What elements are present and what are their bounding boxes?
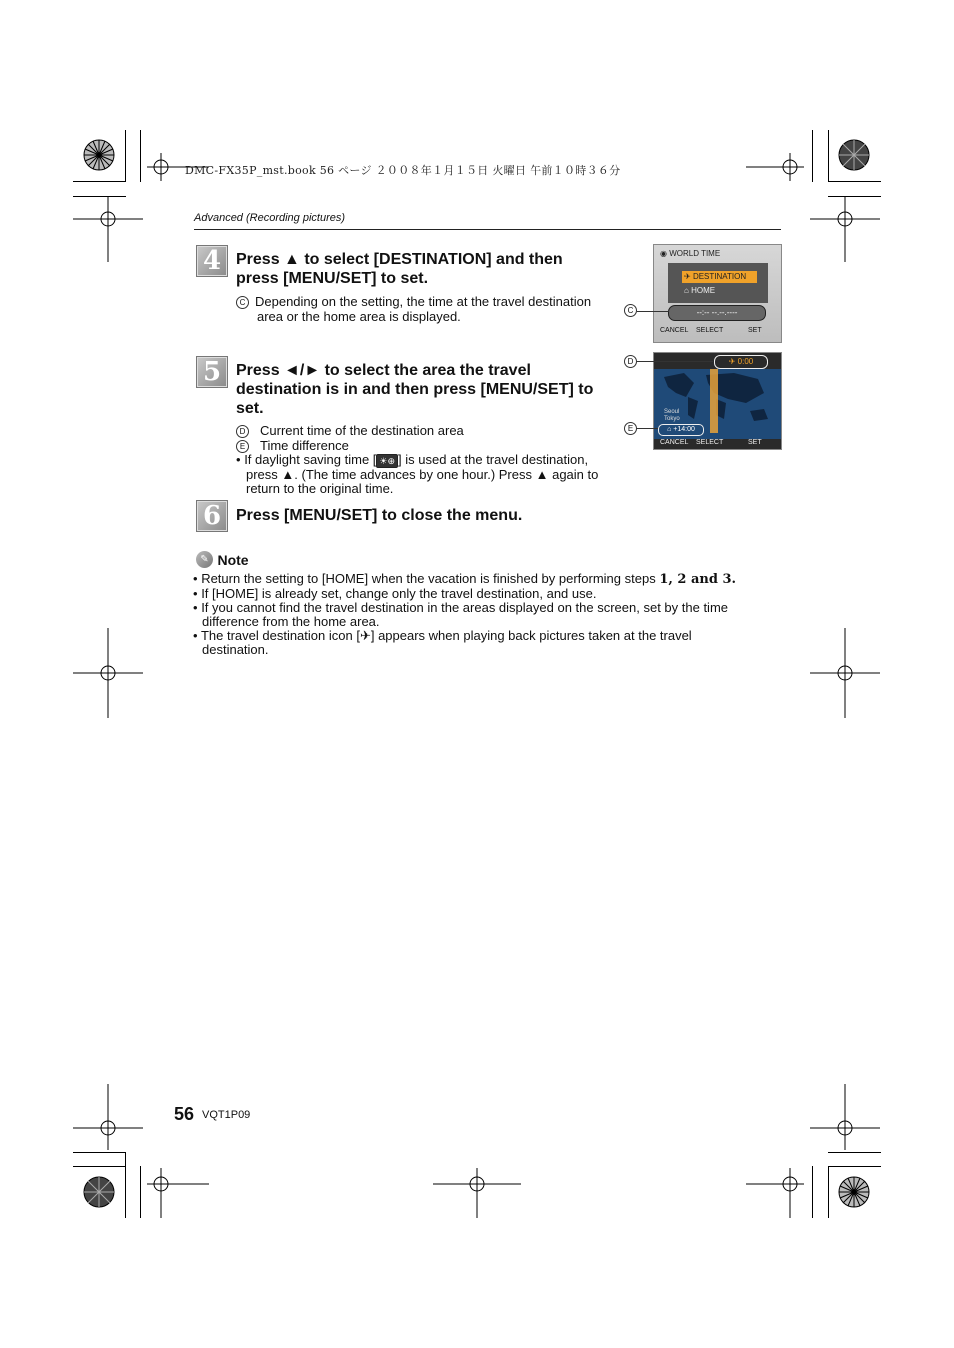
registration-crosshair-icon xyxy=(810,197,880,262)
step-5-title-line: destination is in and then press [MENU/SET] to xyxy=(236,381,594,398)
note-item: • The travel destination icon [✈] appears when playing back pictures taken at the travel xyxy=(193,628,692,643)
plane-icon: ✈ xyxy=(728,357,736,366)
screen2-set-label: SET xyxy=(748,439,762,446)
destination-current-time: ✈ 0:00 xyxy=(714,355,768,369)
note-heading: ✎ Note xyxy=(196,551,249,569)
daylight-saving-icon: ☀⊕ xyxy=(376,454,398,468)
travel-destination-icon: ✈ xyxy=(359,628,371,643)
callout-d: D xyxy=(624,355,637,368)
callout-d-leader xyxy=(637,361,713,362)
note-item: • Return the setting to [HOME] when the vacation is finished by performing steps 1, 2 and 3. xyxy=(193,571,737,587)
screen2-cancel-label: CANCEL xyxy=(660,439,689,446)
plane-icon: ✈ xyxy=(684,272,691,281)
world-time-menu-screen xyxy=(653,244,782,343)
globe-icon: ◉ xyxy=(660,249,667,258)
registration-starburst-icon xyxy=(839,1177,869,1207)
note-item-continuation: difference from the home area. xyxy=(202,614,380,629)
house-icon: ⌂ xyxy=(667,426,672,433)
note-item-continuation: destination. xyxy=(202,642,269,657)
step-5-title-line: set. xyxy=(236,400,264,417)
destination-time-display: --:-- --.--.---- xyxy=(668,305,766,321)
callout-marker: C xyxy=(236,296,249,309)
registration-crosshair-icon xyxy=(73,1084,143,1150)
note-item: • If you cannot find the travel destination in the areas displayed on the screen, set by the time xyxy=(193,600,729,615)
section-divider xyxy=(194,229,781,230)
callout-c-leader xyxy=(637,311,669,312)
step-5-number: 5 xyxy=(196,356,228,388)
home-option[interactable]: ⌂ HOME xyxy=(684,286,716,295)
document-code: VQT1P09 xyxy=(202,1109,251,1121)
step-4-title-line: press [MENU/SET] to set. xyxy=(236,270,429,287)
step-4-note: C Depending on the setting, the time at the travel destination area or the home area is displayed. xyxy=(236,294,591,324)
step-6-number: 6 xyxy=(196,500,228,532)
registration-crosshair-icon xyxy=(746,1168,804,1218)
registration-crosshair-icon xyxy=(746,153,804,181)
screen1-cancel-label: CANCEL xyxy=(660,327,689,334)
note-list xyxy=(193,572,773,657)
step-4-title xyxy=(236,250,563,288)
step-5-title-line: Press ◄/► to select the area the travel xyxy=(236,362,531,379)
step-6-title: Press [MENU/SET] to close the menu. xyxy=(236,507,523,524)
world-map-screen xyxy=(653,352,782,450)
callout-c: C xyxy=(624,304,637,317)
registration-crosshair-icon xyxy=(147,1168,209,1218)
step-4-number: 4 xyxy=(196,245,228,277)
note-item: • If [HOME] is already set, change only the travel destination, and use. xyxy=(193,586,597,601)
registration-crosshair-icon xyxy=(433,1168,521,1218)
section-title: Advanced (Recording pictures) xyxy=(194,212,346,224)
city-labels: Seoul Tokyo xyxy=(664,409,680,422)
callout-marker: D xyxy=(236,425,249,438)
page-number: 56 xyxy=(174,1104,195,1124)
registration-crosshair-icon xyxy=(810,1084,880,1150)
screen2-select-label: SELECT xyxy=(696,439,724,446)
pencil-icon: ✎ xyxy=(196,551,213,568)
time-difference-display: ⌂ +14:00 xyxy=(658,424,704,436)
step-4-title-line: Press ▲ to select [DESTINATION] and then xyxy=(236,251,563,268)
registration-crosshair-icon xyxy=(73,197,143,262)
step-5-title xyxy=(236,361,593,418)
registration-starburst-icon xyxy=(84,1177,114,1207)
registration-crosshair-icon xyxy=(810,628,880,718)
registration-starburst-icon xyxy=(839,140,869,170)
callout-marker: E xyxy=(236,440,249,453)
registration-starburst-icon xyxy=(84,140,114,170)
callout-e: E xyxy=(624,422,637,435)
book-print-header: DMC-FX35P_mst.book 56 ページ ２００８年１月１５日 火曜日 午前１０時３６分 xyxy=(185,164,621,177)
house-icon: ⌂ xyxy=(684,286,689,295)
registration-crosshair-icon xyxy=(73,628,143,718)
step-5-legend: D Current time of the destination area E Time difference xyxy=(236,423,464,453)
callout-e-leader xyxy=(637,428,658,429)
destination-option[interactable]: ✈ DESTINATION xyxy=(682,271,757,283)
step-5-bullet: • If daylight saving time [ ☀⊕ ] is used at the travel destination, press ▲. (The time advances by one hour.) Press ▲ again to return to the original time. xyxy=(236,452,599,496)
world-time-title: ◉ WORLD TIME xyxy=(660,249,721,258)
screen1-select-label: SELECT xyxy=(696,327,724,334)
screen1-set-label: SET xyxy=(748,327,762,334)
